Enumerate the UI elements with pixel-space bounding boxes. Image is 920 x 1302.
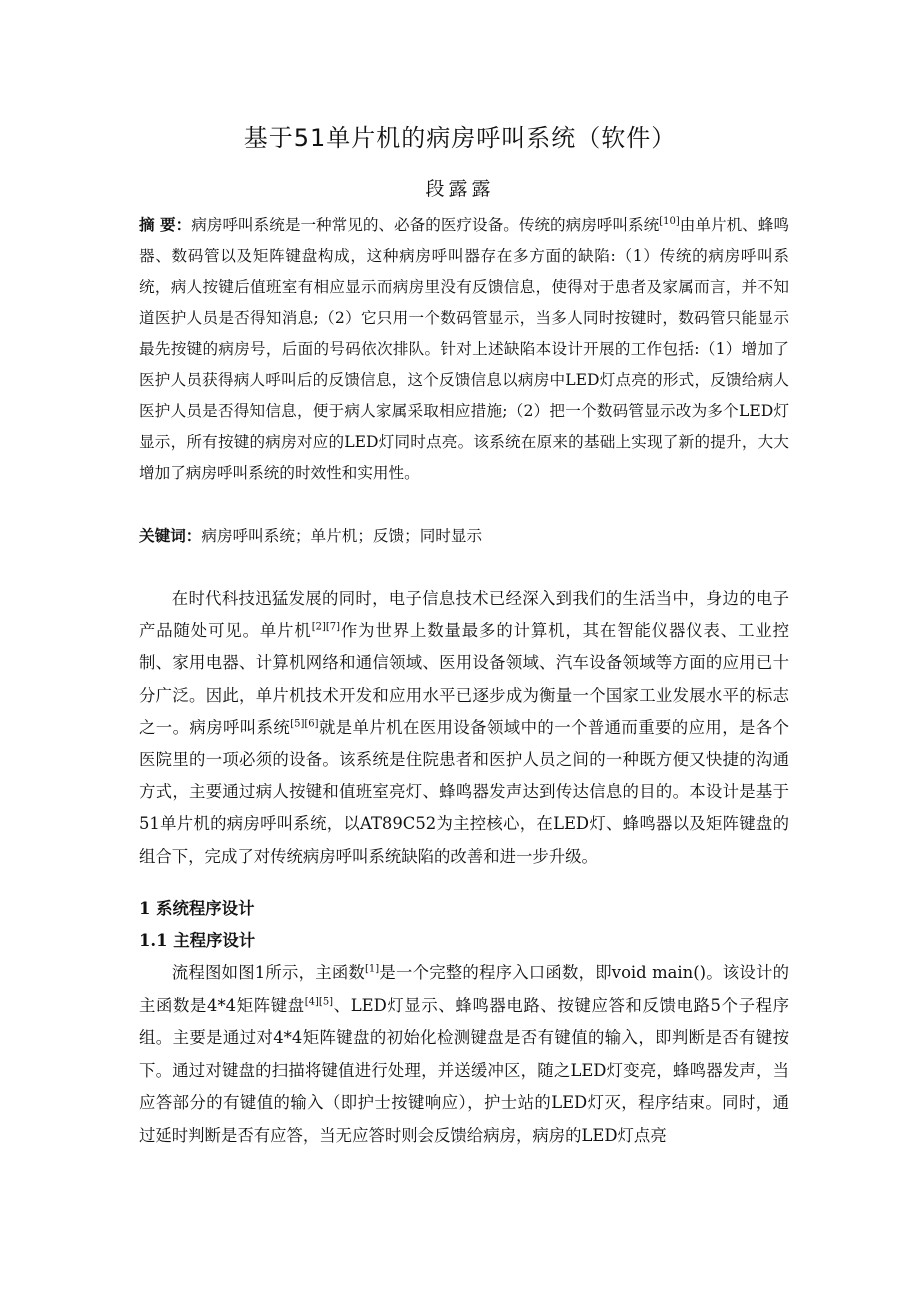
- keywords-label: 关键词：: [139, 527, 202, 545]
- citation: [4][5]: [304, 996, 334, 1008]
- paper-title: 基于51单片机的病房呼叫系统（软件）: [243, 124, 677, 152]
- citation: [1]: [365, 963, 380, 975]
- citation: [5][6]: [290, 718, 319, 730]
- abstract-label: 摘 要：: [139, 216, 192, 234]
- main-program-text-1: 流程图如图1所示，主函数: [171, 963, 366, 982]
- main-program-paragraph: [139, 957, 789, 1153]
- abstract-text-2: 由单片机、蜂鸣器、数码管以及矩阵键盘构成，这种病房呼叫器存在多方面的缺陷:（1）传统的病房呼叫系统，病人按键后值班室有相应显示而病房里没有反馈信息，使得对于患者及家属而言，并不知道医护人员是否得知消息;（2）它只用一个数码管显示，当多人同时按键时，数码管只能显示最先按键的病房号，后面的号码依次排队。针对上述缺陷本设计开展的工作包括:（1）增加了医护人员获得病人呼叫后的反馈信息，这个反馈信息以病房中LED灯点亮的形式，反馈给病人医护人员是否得知信息，便于病人家属采取相应措施;（2）把一个数码管显示改为多个LED灯显示，所有按键的病房对应的LED灯同时点亮。该系统在原来的基础上实现了新的提升，大大增加了病房呼叫系统的时效性和实用性。: [139, 216, 789, 482]
- abstract-text-1: 病房呼叫系统是一种常见的、必备的医疗设备。传统的病房呼叫系统: [191, 216, 660, 234]
- keywords-line: [139, 521, 789, 552]
- section-heading-1-1: 1.1 主程序设计: [139, 931, 256, 950]
- main-program-text-3: 、LED灯显示、蜂鸣器电路、按键应答和反馈电路5个子程序组。主要是通过对4*4矩阵键盘的初始化检测键盘是否有键值的输入，即判断是否有键按下。通过对键盘的扫描将键值进行处理，并送缓冲区，随之LED灯变亮，蜂鸣器发声，当应答部分的有键值的输入（即护士按键响应），护士站的LED灯灭，程序结束。同时，通过延时判断是否有应答，当无应答时则会反馈给病房，病房的LED灯点亮: [139, 995, 789, 1145]
- intro-text-1: 在时代科技迅猛发展的同时，电子信息技术已经深入到我们的生活当中，身边的电子产品随处可见。单片机: [139, 589, 789, 641]
- intro-text-3: 就是单片机在医用设备领域中的一个普通而重要的应用，是各个医院里的一项必须的设备。该系统是住院患者和医护人员之间的一种既方便又快捷的沟通方式，主要通过病人按键和值班室亮灯、蜂鸣器发声达到传达信息的目的。本设计是基于51单片机的病房呼叫系统，以AT89C52为主控核心，在LED灯、蜂鸣器以及矩阵键盘的组合下，完成了对传统病房呼叫系统缺陷的改善和进一步升级。: [139, 717, 790, 866]
- intro-paragraph: [139, 583, 789, 873]
- keywords-text: 病房呼叫系统；单片机；反馈；同时显示: [201, 527, 483, 545]
- section-heading-1: 1 系统程序设计: [139, 899, 255, 918]
- citation: [2][7]: [311, 621, 341, 633]
- citation: [10]: [659, 215, 680, 227]
- author-name: 段露露: [425, 178, 495, 200]
- main-program-text-2: 是一个完整的程序入口函数，即void main()。该设计的主函数是4*4矩阵键盘: [139, 963, 789, 1015]
- intro-text-2: 作为世界上数量最多的计算机，其在智能仪器仪表、工业控制、家用电器、计算机网络和通信领域、医用设备领域、汽车设备领域等方面的应用已十分广泛。因此，单片机技术开发和应用水平已逐步成为衡量一个国家工业发展水平的标志之一。病房呼叫系统: [139, 621, 790, 737]
- abstract-paragraph: [139, 210, 789, 489]
